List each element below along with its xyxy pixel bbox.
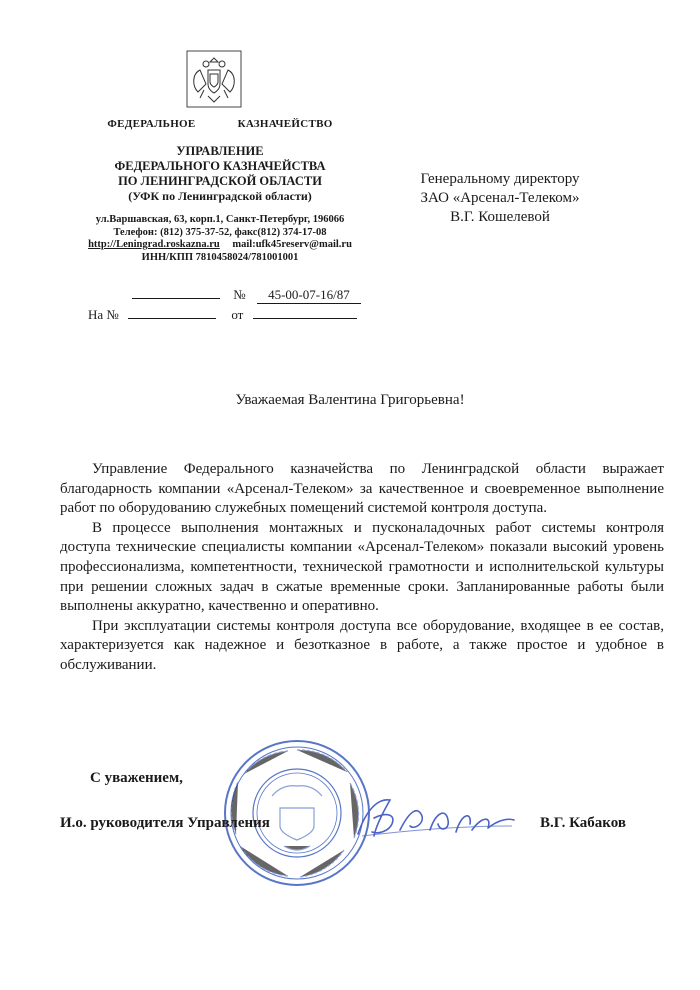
reply-ref xyxy=(88,306,357,323)
addressee-position: Генеральному директору xyxy=(420,171,580,187)
dept-line-1: УПРАВЛЕНИЕ xyxy=(176,144,264,158)
contact-details xyxy=(60,214,380,264)
website-link[interactable]: http://Leningrad.roskazna.ru xyxy=(88,239,220,250)
sender-block xyxy=(60,118,380,264)
addressee-block xyxy=(400,170,600,227)
reply-number-blank xyxy=(128,306,216,319)
letter-number: 45-00-07-16/87 xyxy=(257,287,361,304)
dept-line-2: ФЕДЕРАЛЬНОГО КАЗНАЧЕЙСТВА xyxy=(114,159,326,173)
coat-of-arms-emblem xyxy=(186,50,242,108)
signatory-name: В.Г. Кабаков xyxy=(540,815,626,831)
department-name xyxy=(60,144,380,204)
phone-fax: Телефон: (812) 375-37-52, факс(812) 374-17-08 xyxy=(113,226,327,238)
addressee-company: ЗАО «Арсенал-Телеком» xyxy=(420,190,580,206)
reply-date-blank xyxy=(253,306,357,319)
handwritten-signature xyxy=(352,790,517,845)
addressee-name: В.Г. Кошелевой xyxy=(450,209,550,225)
dept-line-3: ПО ЛЕНИНГРАДСКОЙ ОБЛАСТИ xyxy=(118,174,322,188)
body-paragraph-1: Управление Федерального казначейства по Ленинградской области выражает благодарность компании «Арсенал-Телеком» за качественное и своевременное выполнение работ по оборудованию служебных помещений системой контроля доступа. xyxy=(60,461,664,517)
letter-body xyxy=(60,460,664,676)
salutation: Уважаемая Валентина Григорьевна! xyxy=(235,392,465,408)
number-symbol: № xyxy=(233,287,246,302)
outgoing-ref xyxy=(132,286,361,304)
web-and-email xyxy=(60,239,380,252)
from-label: от xyxy=(231,307,244,322)
date-blank-line xyxy=(132,286,220,299)
dept-line-4: (УФК по Ленинградской области) xyxy=(128,189,312,203)
address: ул.Варшавская, 63, корп.1, Санкт-Петербург, 196066 xyxy=(95,214,345,225)
agency-word-treasury: КАЗНАЧЕЙСТВО xyxy=(237,118,333,130)
body-paragraph-3: При эксплуатации системы контроля доступа все оборудование, входящее в ее состав, характеризуется как надежное и безотказное в работе, а также простое и удобное в обслуживании. xyxy=(60,617,664,673)
agency-name xyxy=(60,118,380,130)
official-stamp-seal xyxy=(222,738,372,888)
inn-kpp: ИНН/КПП 7810458024/781001001 xyxy=(141,251,299,263)
reply-label: На № xyxy=(88,307,119,322)
closing-phrase: С уважением, xyxy=(90,770,183,786)
signatory-title: И.о. руководителя Управления xyxy=(60,815,270,831)
body-paragraph-2: В процессе выполнения монтажных и пусконаладочных работ системы контроля доступа технические специалисты компании «Арсенал-Телеком» показали высокий уровень профессионализма, компетентности, технической грамотности и исполнительской культуры при решении сложных задач в сжатые временные сроки. Запланированные работы были выполнены аккуратно, качественно и оперативно. xyxy=(60,519,664,615)
email-link[interactable]: mail:ufk45reserv@mail.ru xyxy=(232,239,352,250)
agency-word-federal: ФЕДЕРАЛЬНОЕ xyxy=(107,118,196,130)
